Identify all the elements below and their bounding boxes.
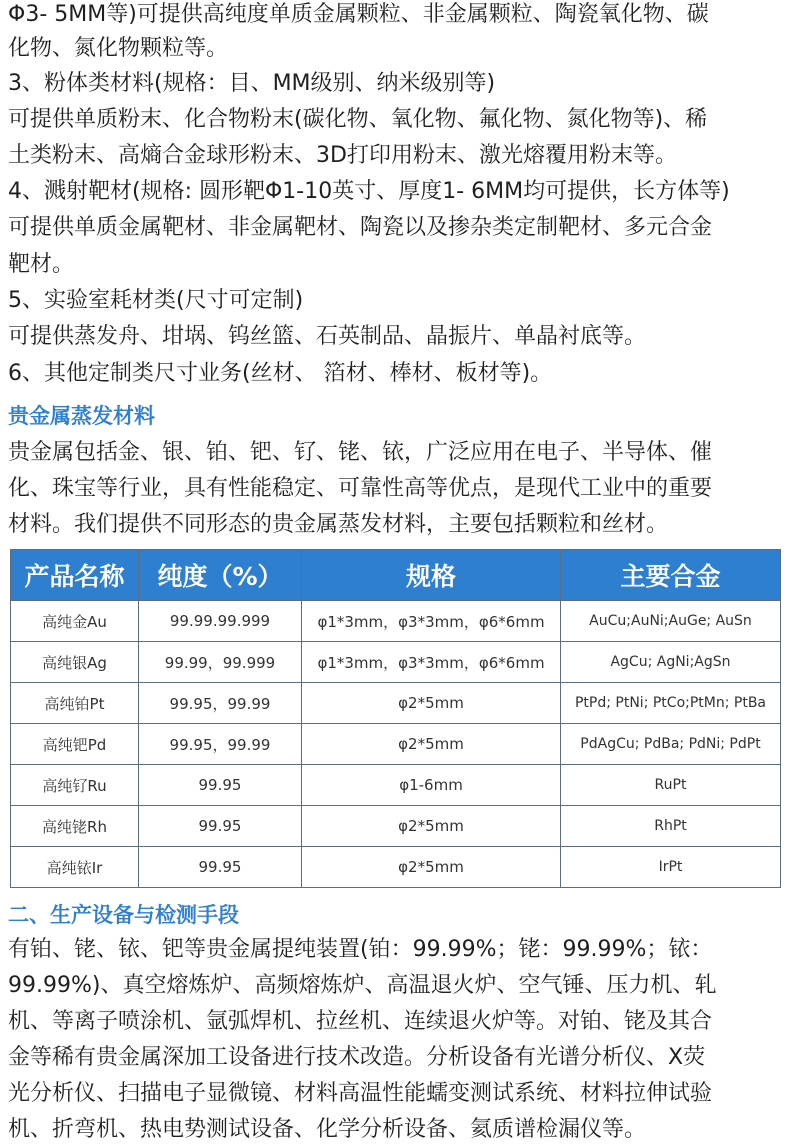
column-header: 主要合金	[561, 550, 781, 601]
product-name-cell: 高纯钯Pd	[11, 724, 139, 765]
table-row	[11, 724, 781, 765]
product-name-cell: 高纯金Au	[11, 601, 139, 642]
intro-line: 4、溅射靶材(规格: 圆形靶Φ1-10英寸、厚度1- 6MM均可提供，长方体等)	[8, 179, 730, 204]
table-row	[11, 765, 781, 806]
purity-cell: 99.99.99.999	[139, 601, 302, 642]
intro-line: 可提供单质粉末、化合物粉末(碳化物、氧化物、氟化物、氮化物等)、稀	[8, 107, 708, 132]
intro-line: 5、实验室耗材类(尺寸可定制)	[8, 288, 304, 313]
product-name-cell: 高纯银Ag	[11, 642, 139, 683]
table-row	[11, 847, 781, 888]
table-header-row	[11, 550, 781, 601]
product-name-cell: 高纯铂Pt	[11, 683, 139, 724]
paragraph-line: 机、等离子喷涂机、氩弧焊机、拉丝机、连续退火炉等。对铂、铑及其合	[8, 1009, 713, 1034]
purity-cell: 99.95	[139, 847, 302, 888]
spec-cell: φ2*5mm	[302, 806, 561, 847]
purity-cell: 99.95，99.99	[139, 683, 302, 724]
alloy-cell: PtPd; PtNi; PtCo;PtMn; PtBa	[561, 683, 781, 724]
intro-line: 3、粉体类材料(规格：目、MM级别、纳米级别等)	[8, 71, 496, 96]
spec-cell: φ1-6mm	[302, 765, 561, 806]
table-row	[11, 683, 781, 724]
paragraph-line: 99.99%)、真空熔炼炉、高频熔炼炉、高温退火炉、空气锤、压力机、轧	[8, 973, 717, 998]
column-header: 规格	[302, 550, 561, 601]
alloy-cell: RuPt	[561, 765, 781, 806]
intro-line: 可提供蒸发舟、坩埚、钨丝篮、石英制品、晶振片、单晶衬底等。	[8, 324, 647, 349]
intro-line: 土类粉末、高熵合金球形粉末、3D打印用粉末、激光熔覆用粉末等。	[8, 143, 677, 168]
section-heading: 二、生产设备与检测手段	[8, 903, 239, 927]
product-name-cell: 高纯铱Ir	[11, 847, 139, 888]
purity-cell: 99.95	[139, 806, 302, 847]
paragraph-line: 光分析仪、扫描电子显微镜、材料高温性能蠕变测试系统、材料拉伸试验	[8, 1081, 713, 1106]
paragraph-line: 有铂、铑、铱、钯等贵金属提纯装置(铂：99.99%；铑：99.99%；铱：	[8, 937, 713, 962]
product-name-cell: 高纯铑Rh	[11, 806, 139, 847]
spec-cell: φ1*3mm，φ3*3mm，φ6*6mm	[302, 642, 561, 683]
table-row	[11, 601, 781, 642]
paragraph-line: 化、珠宝等行业，具有性能稳定、可靠性高等优点，是现代工业中的重要	[8, 476, 713, 501]
alloy-cell: AgCu; AgNi;AgSn	[561, 642, 781, 683]
alloy-cell: RhPt	[561, 806, 781, 847]
spec-cell: φ1*3mm，φ3*3mm，φ6*6mm	[302, 601, 561, 642]
purity-cell: 99.95，99.99	[139, 724, 302, 765]
purity-cell: 99.99，99.999	[139, 642, 302, 683]
precious-metals-table	[10, 549, 781, 888]
paragraph-line: 金等稀有贵金属深加工设备进行技术改造。分析设备有光谱分析仪、X荧	[8, 1045, 706, 1070]
column-header: 纯度（%）	[139, 550, 302, 601]
paragraph-line: 材料。我们提供不同形态的贵金属蒸发材料，主要包括颗粒和丝材。	[8, 512, 669, 537]
spec-cell: φ2*5mm	[302, 847, 561, 888]
table-row	[11, 806, 781, 847]
purity-cell: 99.95	[139, 765, 302, 806]
paragraph-line: 贵金属包括金、银、铂、钯、钌、铑、铱，广泛应用在电子、半导体、催	[8, 440, 713, 465]
column-header: 产品名称	[11, 550, 139, 601]
intro-line: 可提供单质金属靶材、非金属靶材、陶瓷以及掺杂类定制靶材、多元合金	[8, 215, 713, 240]
intro-line: 化物、氮化物颗粒等。	[8, 36, 229, 61]
paragraph-line: 机、折弯机、热电势测试设备、化学分析设备、氦质谱检漏仪等。	[8, 1117, 647, 1142]
spec-cell: φ2*5mm	[302, 724, 561, 765]
table-row	[11, 642, 781, 683]
product-name-cell: 高纯钌Ru	[11, 765, 139, 806]
spec-cell: φ2*5mm	[302, 683, 561, 724]
alloy-cell: IrPt	[561, 847, 781, 888]
section-heading: 贵金属蒸发材料	[8, 404, 155, 428]
intro-line: 靶材。	[8, 252, 75, 277]
intro-line: Φ3- 5MM等)可提供高纯度单质金属颗粒、非金属颗粒、陶瓷氧化物、碳	[8, 2, 709, 27]
alloy-cell: AuCu;AuNi;AuGe; AuSn	[561, 601, 781, 642]
alloy-cell: PdAgCu; PdBa; PdNi; PdPt	[561, 724, 781, 765]
intro-line: 6、其他定制类尺寸业务(丝材、 箔材、棒材、板材等)。	[8, 361, 553, 386]
